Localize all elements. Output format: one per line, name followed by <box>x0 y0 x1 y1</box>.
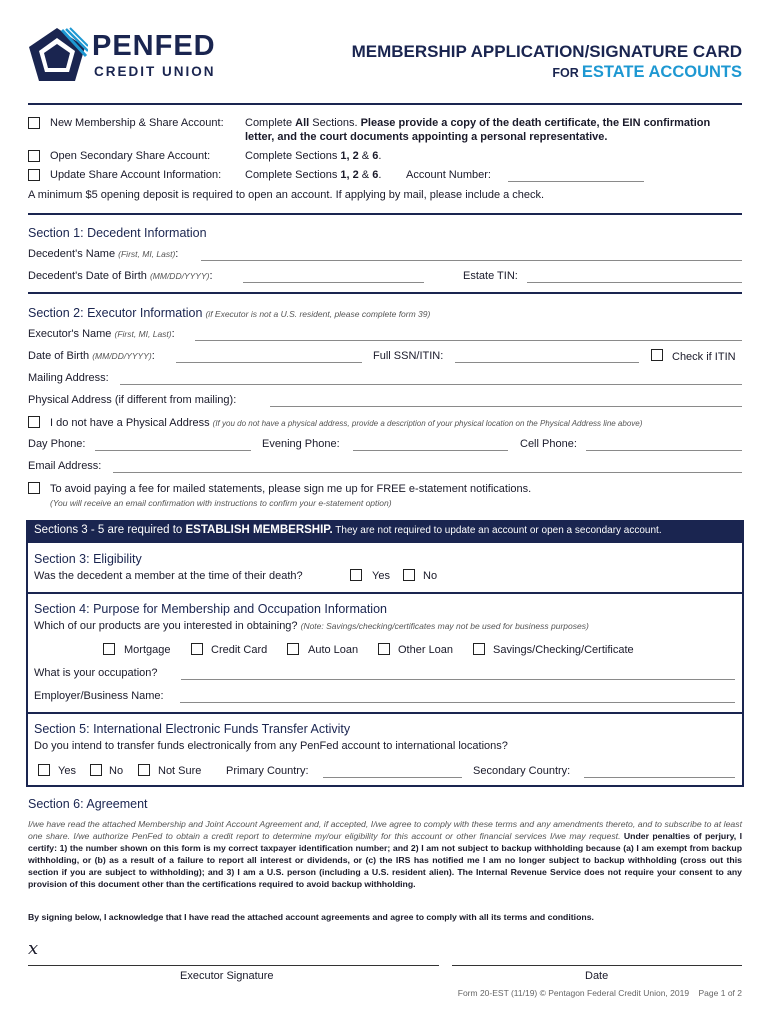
upd-tb2: 6 <box>372 169 379 181</box>
no-physical-address-label <box>50 417 642 429</box>
sec-tb: 1, 2 <box>340 150 359 162</box>
evening-phone-label: Evening Phone: <box>262 438 340 450</box>
upd-t1: Complete Sections <box>245 169 341 181</box>
secondary-share-label: Open Secondary Share Account: <box>50 150 211 162</box>
s4-q: Which of our products are you interested in obtaining? <box>34 620 298 632</box>
banner-t1: Sections 3 - 5 are required to <box>34 524 186 536</box>
decedent-dob-label: Decedent's Date of Birth (MM/DD/YYYY): <box>28 270 213 282</box>
product-credit-card-label: Credit Card <box>211 644 268 656</box>
estatement-hint: (You will receive an email confirmation with instructions to confirm your e-statement option) <box>50 498 392 508</box>
estatement-label: To avoid paying a fee for mailed statements, please sign me up for FREE e-statement notifications. <box>50 483 532 495</box>
employer-label: Employer/Business Name: <box>34 690 164 702</box>
sec-t3: . <box>378 150 382 162</box>
ddob-label: Decedent's Date of Birth <box>28 270 147 282</box>
product-savings-label: Savings/Checking/Certificate <box>493 644 634 656</box>
ssn-field[interactable] <box>455 362 639 363</box>
divider-1 <box>28 213 742 215</box>
new-membership-checkbox[interactable] <box>28 117 40 129</box>
product-other-loan-checkbox[interactable] <box>378 643 390 655</box>
intl-yes-label: Yes <box>58 765 76 777</box>
brand-subtitle: CREDIT UNION <box>94 64 216 79</box>
executor-name-label: Executor's Name (First, MI, Last): <box>28 328 175 340</box>
signature-mark: x <box>28 938 39 959</box>
date-field[interactable] <box>452 965 742 966</box>
decedent-name-field[interactable] <box>201 260 742 261</box>
section4-question <box>34 620 589 632</box>
product-savings-checkbox[interactable] <box>473 643 485 655</box>
occupation-field[interactable] <box>181 679 735 680</box>
s4-hint: (Note: Savings/checking/certificates may not be used for business purposes) <box>300 621 589 631</box>
s2-title: Section 2: Executor Information <box>28 306 203 320</box>
section5-question: Do you intend to transfer funds electronically from any PenFed account to international locations? <box>34 740 508 752</box>
intl-yes-checkbox[interactable] <box>38 764 50 776</box>
title-for: FOR <box>552 66 579 80</box>
secondary-country-field[interactable] <box>584 777 735 778</box>
cell-phone-field[interactable] <box>586 450 742 451</box>
new-text2: Sections. <box>309 117 361 129</box>
signature-label: Executor Signature <box>180 970 274 982</box>
employer-field[interactable] <box>180 702 735 703</box>
eligibility-no-checkbox[interactable] <box>403 569 415 581</box>
agreement-text <box>28 818 742 890</box>
divider-2 <box>28 292 742 294</box>
eligibility-yes-label: Yes <box>372 570 390 582</box>
title-estate: ESTATE ACCOUNTS <box>581 63 742 81</box>
primary-country-field[interactable] <box>323 777 462 778</box>
evening-phone-field[interactable] <box>353 450 508 451</box>
mailing-address-label: Mailing Address: <box>28 372 109 384</box>
signature-field[interactable] <box>28 965 439 966</box>
footer-text: Form 20-EST (11/19) © Pentagon Federal Credit Union, 2019 Page 1 of 2 <box>457 988 742 998</box>
banner-bold: ESTABLISH MEMBERSHIP. <box>185 524 333 536</box>
intl-no-checkbox[interactable] <box>90 764 102 776</box>
product-mortgage-checkbox[interactable] <box>103 643 115 655</box>
page-subtitle <box>552 63 742 82</box>
banner-text <box>34 524 662 536</box>
itin-checkbox[interactable] <box>651 349 663 361</box>
mailing-address-field[interactable] <box>120 384 742 385</box>
edob-hint: (MM/DD/YYYY) <box>92 351 152 361</box>
intl-not-sure-checkbox[interactable] <box>138 764 150 776</box>
itin-label: Check if ITIN <box>672 351 736 363</box>
cell-phone-label: Cell Phone: <box>520 438 577 450</box>
email-label: Email Address: <box>28 460 102 472</box>
agreement-italic: I/we have read the attached Membership and Joint Account Agreement and, if accepted, I/we agree to comply with these terms and any amendments thereto, and to subscribe to at least one share. I/we authorize PenFed to obtain a credit report to determine my/our eligibility for this account or other financial services I/we may request. <box>28 819 742 841</box>
occupation-label: What is your occupation? <box>34 667 158 679</box>
eligibility-yes-checkbox[interactable] <box>350 569 362 581</box>
new-membership-text <box>245 117 710 129</box>
primary-country-label: Primary Country: <box>226 765 309 777</box>
sec-t2: & <box>358 150 373 162</box>
edob-label: Date of Birth <box>28 350 90 362</box>
physical-address-field[interactable] <box>270 406 742 407</box>
section3-title: Section 3: Eligibility <box>34 552 142 566</box>
acknowledge-text: By signing below, I acknowledge that I have read the attached account agreements and agree to comply with all its terms and conditions. <box>28 912 594 922</box>
new-text1: Complete <box>245 117 296 129</box>
account-number-label: Account Number: <box>406 169 491 181</box>
section3-box <box>26 541 744 594</box>
estate-tin-label: Estate TIN: <box>463 270 518 282</box>
ssn-label: Full SSN/ITIN: <box>373 350 444 362</box>
en-hint: (First, MI, Last) <box>114 329 172 339</box>
no-physical-address-checkbox[interactable] <box>28 416 40 428</box>
new-text-bold1: Please provide a copy of the death certificate, the EIN confirmation <box>360 117 711 129</box>
brand-name: PENFED <box>92 30 216 62</box>
section3-question: Was the decedent a member at the time of their death? <box>34 570 303 582</box>
agreement-bold: Under penalties of perjury, I certify: 1) the number shown on this form is my correct taxpayer identification number; and 2) I am not subject to backup withholding because (a) I am exempt from backup withholding, or (b) as a result of a failure to report all interest or dividends, or (c) the IRS has notified me I am no longer subject to backup withholding (cross out this section if you are subject to withholding); and 3) I am a U.S. person (including a U.S. resident alien). The Internal Revenue Service does not require your consent to any provision of this document other than the certifications required to avoid backup withholding. <box>28 831 743 889</box>
secondary-share-checkbox[interactable] <box>28 150 40 162</box>
estatement-checkbox[interactable] <box>28 482 40 494</box>
day-phone-label: Day Phone: <box>28 438 86 450</box>
new-membership-text-line2: letter, and the court documents appointing a personal representative. <box>245 131 608 143</box>
date-label: Date <box>585 970 609 982</box>
executor-dob-label: Date of Birth (MM/DD/YYYY): <box>28 350 155 362</box>
section6-title: Section 6: Agreement <box>28 797 148 811</box>
day-phone-field[interactable] <box>95 450 251 451</box>
account-number-field[interactable] <box>508 181 644 182</box>
nopa-label: I do not have a Physical Address <box>50 417 210 429</box>
decedent-dob-field[interactable] <box>243 282 424 283</box>
deposit-note: A minimum $5 opening deposit is required to open an account. If applying by mail, please include a check. <box>28 189 545 201</box>
sec-t1: Complete Sections <box>245 150 341 162</box>
upd-t2: & <box>358 169 373 181</box>
dn-hint: (First, MI, Last) <box>118 249 176 259</box>
decedent-name-label: Decedent's Name (First, MI, Last): <box>28 248 179 260</box>
upd-tb: 1, 2 <box>340 169 359 181</box>
product-auto-loan-checkbox[interactable] <box>287 643 299 655</box>
update-share-text <box>245 169 381 181</box>
new-text-all: All <box>295 117 310 129</box>
secondary-share-text <box>245 150 381 162</box>
ddob-hint: (MM/DD/YYYY) <box>149 271 210 281</box>
penfed-logo-icon <box>26 26 88 84</box>
banner-t2: They are not required to update an account or open a secondary account. <box>332 525 662 536</box>
product-credit-card-checkbox[interactable] <box>191 643 203 655</box>
page-title: MEMBERSHIP APPLICATION/SIGNATURE CARD <box>351 42 742 61</box>
physical-address-label: Physical Address (if different from mailing): <box>28 394 237 406</box>
dn-label: Decedent's Name <box>28 248 116 260</box>
s2-hint: (if Executor is not a U.S. resident, please complete form 39) <box>205 309 431 319</box>
membership-banner <box>26 520 744 542</box>
intl-not-sure-label: Not Sure <box>158 765 202 777</box>
product-other-loan-label: Other Loan <box>398 644 454 656</box>
en-label: Executor's Name <box>28 328 112 340</box>
email-field[interactable] <box>113 472 742 473</box>
new-membership-label: New Membership & Share Account: <box>50 117 224 129</box>
sec-tb2: 6 <box>372 150 379 162</box>
header-divider <box>28 103 742 105</box>
section5-title: Section 5: International Electronic Funds Transfer Activity <box>34 722 351 736</box>
product-auto-loan-label: Auto Loan <box>308 644 359 656</box>
executor-dob-field[interactable] <box>176 362 362 363</box>
update-share-checkbox[interactable] <box>28 169 40 181</box>
section2-title <box>28 306 430 320</box>
upd-t3: . <box>378 169 382 181</box>
update-share-label: Update Share Account Information: <box>50 169 222 181</box>
product-mortgage-label: Mortgage <box>124 644 171 656</box>
section1-title: Section 1: Decedent Information <box>28 226 207 240</box>
section4-title: Section 4: Purpose for Membership and Occupation Information <box>34 602 387 616</box>
eligibility-no-label: No <box>423 570 438 582</box>
estate-tin-field[interactable] <box>527 282 742 283</box>
executor-name-field[interactable] <box>195 340 742 341</box>
secondary-country-label: Secondary Country: <box>473 765 571 777</box>
intl-no-label: No <box>109 765 124 777</box>
nopa-hint: (If you do not have a physical address, provide a description of your physical location on the Physical Address line above) <box>212 419 643 428</box>
